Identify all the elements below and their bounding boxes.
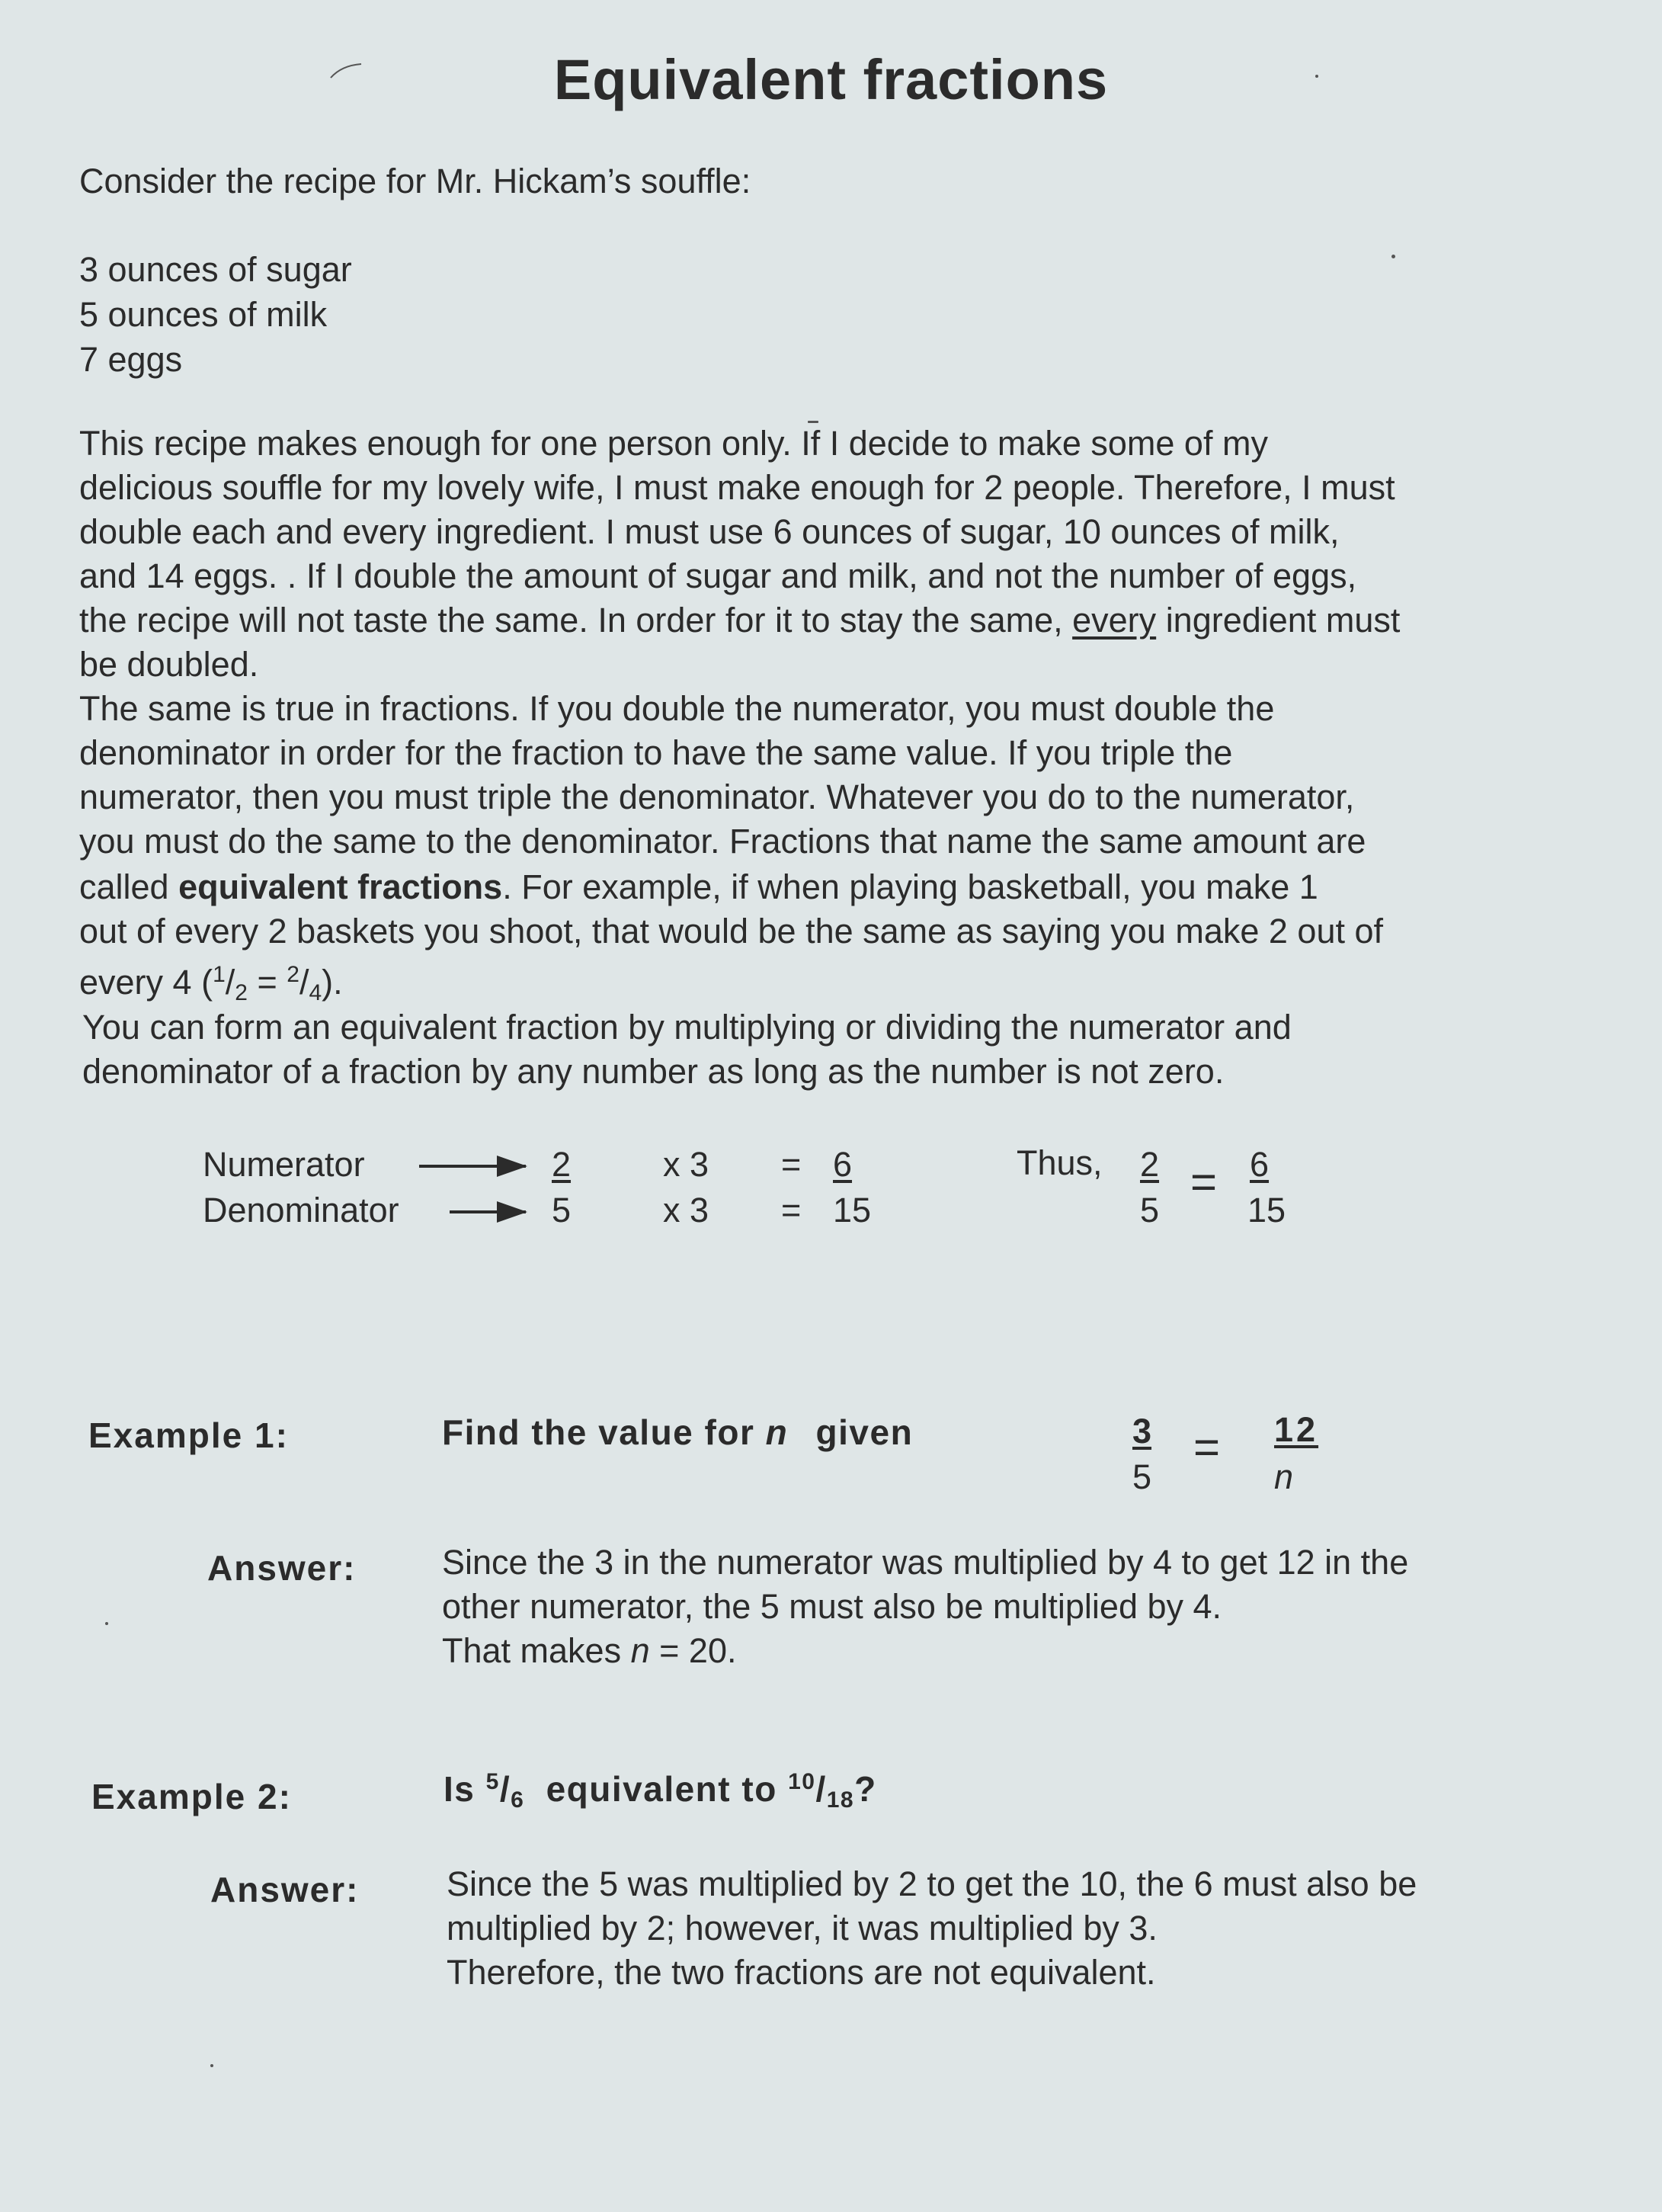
demo-multiplier: x 3 xyxy=(663,1191,709,1229)
fraction-numerator: 2 xyxy=(287,962,299,987)
example-1-fraction-numerator: 3 xyxy=(1132,1412,1152,1451)
answer-line xyxy=(442,1631,736,1671)
paragraph-text: called xyxy=(79,867,169,906)
paragraph-line: you must do the same to the denominator. Fractions that name the same amount are xyxy=(79,822,1366,861)
intro-text: Consider the recipe for Mr. Hickam’s souffle: xyxy=(79,162,751,200)
arrow-right-icon xyxy=(450,1210,526,1213)
equals-sign: = xyxy=(1190,1156,1218,1207)
question-text: Is xyxy=(444,1769,476,1809)
scan-speck xyxy=(210,2064,213,2067)
fraction-slash: / xyxy=(225,963,235,1002)
thus-result-numerator: 6 xyxy=(1250,1145,1270,1184)
answer-line: Since the 5 was multiplied by 2 to get the 10, the 6 must also be xyxy=(447,1864,1417,1903)
demo-numerator: 2 xyxy=(552,1145,572,1184)
fraction-denominator: 2 xyxy=(235,980,248,1005)
pen-mark-icon xyxy=(328,61,366,84)
paragraph-text: the recipe will not taste the same. In order for it to stay the same, xyxy=(79,601,1063,640)
paragraph-text: every 4 ( xyxy=(79,963,213,1002)
example-2-question xyxy=(444,1768,877,1813)
thus-numerator: 2 xyxy=(1140,1145,1160,1184)
answer-line: Therefore, the two fractions are not equivalent. xyxy=(447,1953,1156,1992)
example-2-answer-label: Answer: xyxy=(210,1870,360,1909)
thus-label: Thus, xyxy=(1017,1143,1103,1182)
paragraph-line: delicious souffle for my lovely wife, I must make enough for 2 people. Therefore, I must xyxy=(79,468,1395,507)
answer-line: Since the 3 in the numerator was multiplied by 4 to get 12 in the xyxy=(442,1543,1409,1582)
equals-sign: = xyxy=(1193,1422,1221,1473)
answer-line: multiplied by 2; however, it was multiplied by 3. xyxy=(447,1909,1158,1948)
scan-speck xyxy=(1391,255,1395,258)
fraction-numerator: 5 xyxy=(485,1769,500,1794)
example-2-label: Example 2: xyxy=(91,1777,292,1816)
example-1-fraction2-denominator: n xyxy=(1274,1457,1294,1496)
page-title: Equivalent fractions xyxy=(553,48,1109,111)
ingredient-item: 3 ounces of sugar xyxy=(79,250,352,289)
paragraph-line: numerator, then you must triple the denominator. Whatever you do to the numerator, xyxy=(79,777,1355,816)
paragraph-line: denominator of a fraction by any number as long as the number is not zero. xyxy=(82,1052,1225,1091)
example-1-answer-label: Answer: xyxy=(207,1548,357,1588)
question-text: equivalent to xyxy=(546,1769,777,1809)
scan-speck xyxy=(1315,75,1318,78)
paragraph-text: ingredient must xyxy=(1165,601,1401,640)
paragraph-line: This recipe makes enough for one person only. If I decide to make some of my xyxy=(79,424,1268,463)
question-mark: ? xyxy=(854,1769,877,1809)
paragraph-line: double each and every ingredient. I must use 6 ounces of sugar, 10 ounces of milk, xyxy=(79,512,1340,551)
paragraph-text: . For example, if when playing basketball, you make 1 xyxy=(502,867,1318,906)
term-equivalent-fractions: equivalent fractions xyxy=(178,867,503,906)
scan-speck xyxy=(105,1622,108,1625)
example-1-question xyxy=(442,1412,913,1453)
ingredient-item: 7 eggs xyxy=(79,340,183,379)
scan-speck xyxy=(808,421,818,423)
fraction-denominator: 4 xyxy=(309,980,322,1005)
fraction-denominator: 18 xyxy=(826,1787,855,1813)
denominator-label: Denominator xyxy=(203,1191,399,1229)
demo-multiplier: x 3 xyxy=(663,1145,709,1184)
paragraph-line: be doubled. xyxy=(79,645,259,684)
equals-sign: = xyxy=(781,1145,802,1184)
fraction-slash: / xyxy=(815,1769,827,1809)
demo-result-numerator: 6 xyxy=(833,1145,853,1184)
paragraph-line: and 14 eggs. . If I double the amount of sugar and milk, and not the number of eggs, xyxy=(79,556,1357,595)
paragraph-line xyxy=(79,867,1318,907)
example-1-fraction-denominator: 5 xyxy=(1132,1457,1152,1496)
paragraph-line: out of every 2 baskets you shoot, that would be the same as saying you make 2 out of xyxy=(79,912,1384,951)
paragraph-line xyxy=(79,962,343,1006)
example-1-fraction2-numerator: 12 xyxy=(1274,1410,1319,1449)
demo-denominator: 5 xyxy=(552,1191,572,1229)
answer-text: = 20. xyxy=(649,1631,737,1670)
paragraph-line: denominator in order for the fraction to have the same value. If you triple the xyxy=(79,733,1233,772)
emphasis-every: every xyxy=(1072,601,1157,640)
ingredient-item: 5 ounces of milk xyxy=(79,295,328,334)
paragraph-line: You can form an equivalent fraction by multiplying or dividing the numerator and xyxy=(82,1008,1292,1047)
variable-n: n xyxy=(630,1631,650,1670)
arrow-right-icon xyxy=(419,1165,526,1168)
fraction-slash: / xyxy=(299,963,309,1002)
demo-result-denominator: 15 xyxy=(833,1191,872,1229)
thus-denominator: 5 xyxy=(1140,1191,1160,1229)
example-1-label: Example 1: xyxy=(88,1415,289,1455)
question-text: given xyxy=(815,1412,914,1452)
fraction-slash: / xyxy=(499,1769,511,1809)
fraction-denominator: 6 xyxy=(511,1787,525,1813)
paragraph-line xyxy=(79,601,1400,640)
answer-text: That makes xyxy=(442,1631,622,1670)
numerator-label: Numerator xyxy=(203,1145,365,1184)
equals-sign: = xyxy=(247,963,287,1002)
paragraph-text: ). xyxy=(322,963,343,1002)
variable-n: n xyxy=(765,1412,789,1452)
equals-sign: = xyxy=(781,1191,802,1229)
thus-result-denominator: 15 xyxy=(1247,1191,1286,1229)
answer-line: other numerator, the 5 must also be multiplied by 4. xyxy=(442,1587,1222,1626)
paragraph-line: The same is true in fractions. If you double the numerator, you must double the xyxy=(79,689,1275,728)
question-text: Find the value for xyxy=(442,1412,755,1452)
fraction-numerator: 1 xyxy=(213,962,226,987)
fraction-numerator: 10 xyxy=(788,1769,816,1794)
